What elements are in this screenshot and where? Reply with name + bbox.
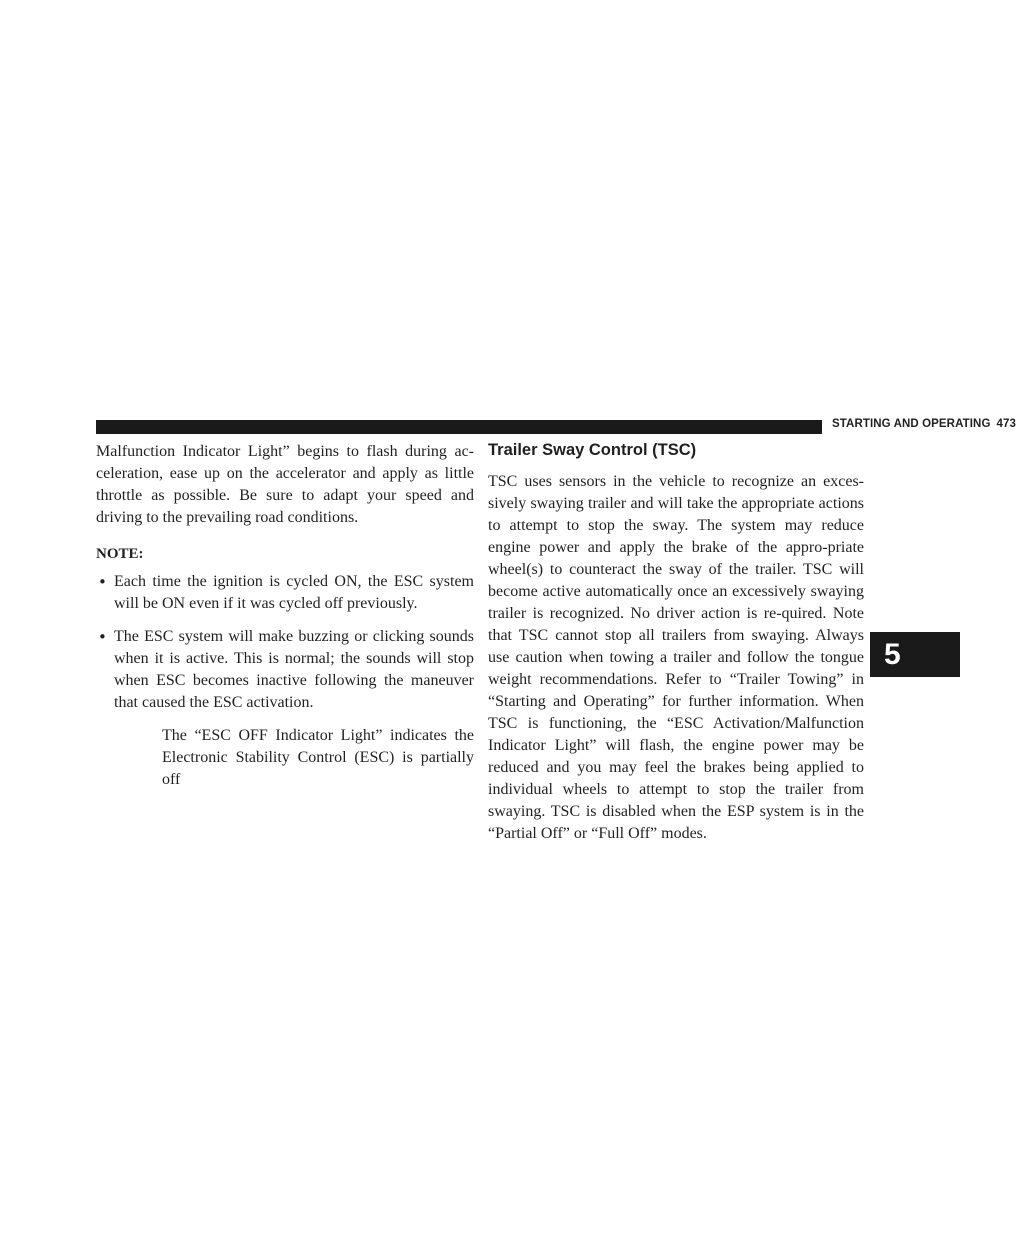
intro-paragraph: Malfunction Indicator Light” begins to flash during ac-celeration, ease up on the accelerator and apply as little throttle as possible. Be sure to adapt your speed and driving to the prevailing road conditions.	[96, 443, 474, 526]
bullet-icon: •	[98, 628, 107, 646]
chapter-tab: 5	[870, 632, 960, 677]
list-item	[96, 571, 474, 615]
esc-off-indicator-text: The “ESC OFF Indicator Light” indicates the Electronic Stability Control (ESC) is partially off	[162, 727, 474, 788]
list-item-text: Each time the ignition is cycled ON, the ESC system will be ON even if it was cycled off previously.	[114, 573, 474, 612]
page-number: 473	[996, 418, 1016, 430]
bullet-icon: •	[98, 573, 107, 591]
note-list	[96, 571, 474, 714]
header-rule	[96, 420, 822, 434]
list-item	[96, 626, 474, 714]
right-column	[488, 441, 864, 845]
left-column	[96, 441, 474, 791]
section-header-title: STARTING AND OPERATING	[832, 418, 991, 430]
section-title: Trailer Sway Control (TSC)	[488, 441, 697, 459]
running-header	[832, 418, 1016, 430]
list-item-text: The ESC system will make buzzing or clicking sounds when it is active. This is normal; the sounds will stop when ESC becomes inactive following the maneuver that caused the ESC activation.	[114, 628, 474, 711]
tsc-body-paragraph: TSC uses sensors in the vehicle to recognize an exces-sively swaying trailer and will take the appropriate actions to attempt to stop the sway. The system may reduce engine power and apply the brake of the appro-priate wheel(s) to counteract the sway of the trailer. TSC will become active automatically once an excessively swaying trailer is recognized. No driver action is re-quired. Note that TSC cannot stop all trailers from swaying. Always use caution when towing a trailer and follow the tongue weight recommendations. Refer to “Trailer Towing” in “Starting and Operating” for further information. When TSC is functioning, the “ESC Activation/Malfunction Indicator Light” will flash, the engine power may be reduced and you may feel the brakes being applied to individual wheels to attempt to stop the trailer from swaying. TSC is disabled when the ESP system is in the “Partial Off” or “Full Off” modes.	[488, 473, 864, 842]
note-heading: NOTE:	[96, 546, 144, 562]
